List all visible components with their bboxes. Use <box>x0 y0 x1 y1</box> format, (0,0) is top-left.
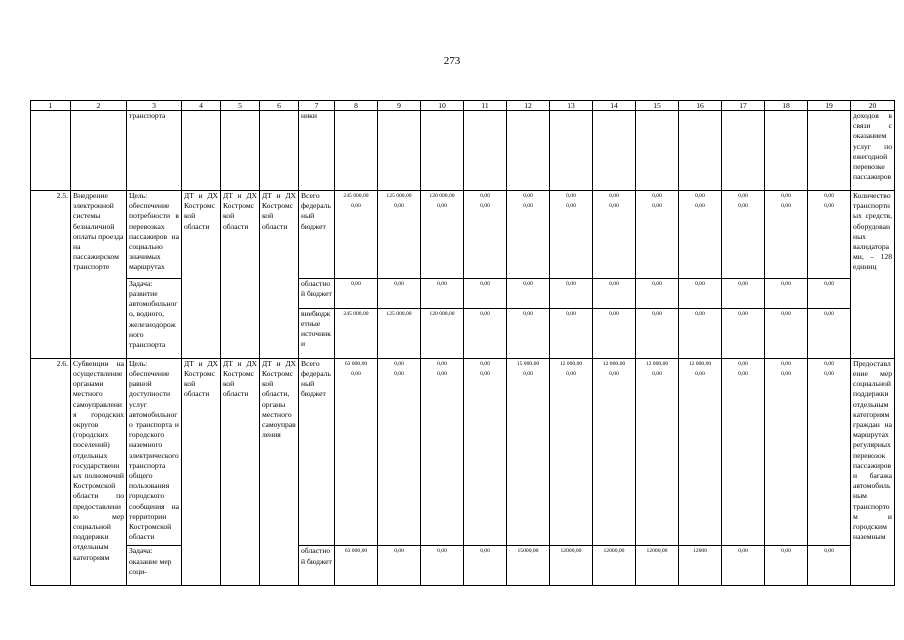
row-2-6-regional <box>31 546 895 586</box>
row-2-6-total <box>31 358 895 369</box>
col-header: 19 <box>808 101 851 111</box>
col-header: 7 <box>299 101 335 111</box>
value-cell: 125 000,00 <box>378 308 421 358</box>
row-2-5-exec-6: ДТ и ДХ Костромской области <box>260 191 299 359</box>
value-cell: 12 000,00 <box>636 358 679 369</box>
value-cell: 0,00 <box>378 369 421 546</box>
value-cell: 0,00 <box>765 201 808 278</box>
page-number: 273 <box>443 55 461 67</box>
value-cell: 0,00 <box>808 369 851 546</box>
value-cell: 12000,00 <box>550 546 593 586</box>
value-cell: 0,00 <box>722 191 765 202</box>
value-cell: 0,00 <box>636 201 679 278</box>
row-2-5-exec-5: ДТ и ДХ Костромской области <box>221 191 260 359</box>
value-cell: 0,00 <box>507 278 550 308</box>
value-cell: 0,00 <box>593 191 636 202</box>
row-2-5-name: Внедрение электронной системы безналичной оплаты проезда на пассажирском транспорте <box>71 191 127 359</box>
value-cell: 0,00 <box>593 369 636 546</box>
value-cell: 0,00 <box>808 546 851 586</box>
row-2-5-regional <box>31 278 895 308</box>
source-label: областной бюджет <box>299 278 335 308</box>
value-cell: 120 000,00 <box>421 191 464 202</box>
value-cell: 0,00 <box>507 369 550 546</box>
value-cell: 0,00 <box>765 278 808 308</box>
col-header: 9 <box>378 101 421 111</box>
value-cell: 0,00 <box>464 201 507 278</box>
value-cell: 0,00 <box>679 191 722 202</box>
value-cell: 12000,00 <box>593 546 636 586</box>
row-2-5-number: 2.5. <box>31 191 71 359</box>
value-cell: 0,00 <box>335 201 378 278</box>
value-cell: 0,00 <box>636 369 679 546</box>
value-cell: 12 000,00 <box>679 358 722 369</box>
row-2-6-name: Субвенции на осуществление органами местного самоуправления городских округов (городских поселений) отдельных государственных полномочий Костромской области по предоставлению мер социальной поддержки отдельным категориям <box>71 358 127 586</box>
value-cell: 0,00 <box>808 201 851 278</box>
row-2-6-goal: Цель: обеспечение равной доступности услуг автомобильного транспорта и городского наземного электрического транспорта общего пользования городского сообщения на территории Костромской области <box>127 358 182 546</box>
value-cell: 0,00 <box>679 201 722 278</box>
value-cell: 0,00 <box>550 191 593 202</box>
value-cell: 15 000,00 <box>507 358 550 369</box>
source-label: федеральный бюджет <box>299 201 335 278</box>
value-cell: 0,00 <box>722 358 765 369</box>
value-cell: 0,00 <box>765 546 808 586</box>
value-cell: 0,00 <box>722 201 765 278</box>
source-label: областной бюджет <box>299 546 335 586</box>
value-cell: 12 000,00 <box>550 358 593 369</box>
row-2-5-total <box>31 191 895 202</box>
value-cell: 0,00 <box>722 546 765 586</box>
value-cell: 0,00 <box>507 308 550 358</box>
col-header: 10 <box>421 101 464 111</box>
value-cell: 0,00 <box>378 278 421 308</box>
col-header: 11 <box>464 101 507 111</box>
col-header: 17 <box>722 101 765 111</box>
value-cell: 63 000,00 <box>335 358 378 369</box>
row-2-5-result: Количество транспортных средств, оборудованных валидаторами, – 128 единиц <box>851 191 895 359</box>
row-2-5-exec-4: ДТ и ДХ Костромской области <box>182 191 221 359</box>
value-cell: 0,00 <box>765 191 808 202</box>
value-cell: 0,00 <box>464 308 507 358</box>
value-cell: 0,00 <box>636 278 679 308</box>
cont-col3: транспорта <box>127 111 182 191</box>
value-cell: 0,00 <box>464 358 507 369</box>
value-cell: 0,00 <box>722 278 765 308</box>
value-cell: 0,00 <box>636 308 679 358</box>
source-label: внебюджетные источники <box>299 308 335 358</box>
value-cell: 0,00 <box>550 308 593 358</box>
value-cell: 0,00 <box>464 278 507 308</box>
value-cell: 0,00 <box>507 201 550 278</box>
value-cell: 0,00 <box>421 358 464 369</box>
col-header: 15 <box>636 101 679 111</box>
value-cell: 0,00 <box>808 308 851 358</box>
source-label: Всего <box>299 358 335 369</box>
value-cell: 0,00 <box>636 191 679 202</box>
row-2-5-goal: Цель: обеспечение потребности в перевозках пассажиров на социально значимых маршрутах <box>127 191 182 279</box>
value-cell: 0,00 <box>464 369 507 546</box>
value-cell: 0,00 <box>722 308 765 358</box>
col-header: 16 <box>679 101 722 111</box>
col-header: 8 <box>335 101 378 111</box>
row-2-6-number: 2.6. <box>31 358 71 586</box>
col-header: 3 <box>127 101 182 111</box>
value-cell: 0,00 <box>679 278 722 308</box>
col-header: 14 <box>593 101 636 111</box>
value-cell: 0,00 <box>808 191 851 202</box>
value-cell: 0,00 <box>507 191 550 202</box>
value-cell: 63 000,00 <box>335 546 378 586</box>
row-2-6-exec-4: ДТ и ДХ Костромской области <box>182 358 221 586</box>
col-header: 6 <box>260 101 299 111</box>
value-cell: 0,00 <box>765 369 808 546</box>
col-header: 20 <box>851 101 895 111</box>
value-cell: 0,00 <box>550 369 593 546</box>
value-cell: 0,00 <box>378 546 421 586</box>
value-cell: 120 000,00 <box>421 308 464 358</box>
value-cell: 245 000,00 <box>335 308 378 358</box>
value-cell: 0,00 <box>464 546 507 586</box>
value-cell: 15000,00 <box>507 546 550 586</box>
value-cell: 0,00 <box>378 358 421 369</box>
row-2-5-task: Задача: развитие автомобильного, водного, железнодорожного транспорта <box>127 278 182 358</box>
continuation-row <box>31 111 895 191</box>
value-cell: 0,00 <box>421 369 464 546</box>
row-2-6-task: Задача: оказание мер соци- <box>127 546 182 586</box>
value-cell: 0,00 <box>421 278 464 308</box>
col-header: 1 <box>31 101 71 111</box>
value-cell: 125 000,00 <box>378 191 421 202</box>
value-cell: 0,00 <box>550 201 593 278</box>
value-cell: 0,00 <box>722 369 765 546</box>
value-cell: 0,00 <box>378 201 421 278</box>
program-table <box>30 100 895 586</box>
value-cell: 0,00 <box>765 308 808 358</box>
value-cell: 0,00 <box>593 308 636 358</box>
value-cell: 12000,00 <box>636 546 679 586</box>
value-cell: 0,00 <box>335 369 378 546</box>
value-cell: 12000 <box>679 546 722 586</box>
col-header: 18 <box>765 101 808 111</box>
row-2-6-exec-6: ДТ и ДХ Костромской области, органы местного самоуправления <box>260 358 299 586</box>
value-cell: 12 000,00 <box>593 358 636 369</box>
source-label: федеральный бюджет <box>299 369 335 546</box>
col-header: 5 <box>221 101 260 111</box>
value-cell: 0,00 <box>679 369 722 546</box>
value-cell: 0,00 <box>808 278 851 308</box>
header-row <box>31 101 895 111</box>
value-cell: 0,00 <box>593 278 636 308</box>
value-cell: 0,00 <box>765 358 808 369</box>
value-cell: 0,00 <box>679 308 722 358</box>
value-cell: 0,00 <box>550 278 593 308</box>
value-cell: 0,00 <box>808 358 851 369</box>
value-cell: 0,00 <box>593 201 636 278</box>
value-cell: 0,00 <box>421 201 464 278</box>
value-cell: 0,00 <box>421 546 464 586</box>
source-label: Всего <box>299 191 335 202</box>
col-header: 13 <box>550 101 593 111</box>
value-cell: 0,00 <box>464 191 507 202</box>
col-header: 2 <box>71 101 127 111</box>
value-cell: 0,00 <box>335 278 378 308</box>
value-cell: 245 000,00 <box>335 191 378 202</box>
col-header: 4 <box>182 101 221 111</box>
row-2-6-exec-5: ДТ и ДХ Костромской области <box>221 358 260 586</box>
row-2-6-result: Предоставление мер социальной поддержки отдельным категориям граждан на маршрутах регулярных перевозок пассажиров и багажа автомобильным транспортом и городским наземным <box>851 358 895 586</box>
cont-col7: ники <box>299 111 335 191</box>
cont-result: доходов в связи с оказанием услуг по ежегодной перевозке пассажиров <box>851 111 895 191</box>
col-header: 12 <box>507 101 550 111</box>
